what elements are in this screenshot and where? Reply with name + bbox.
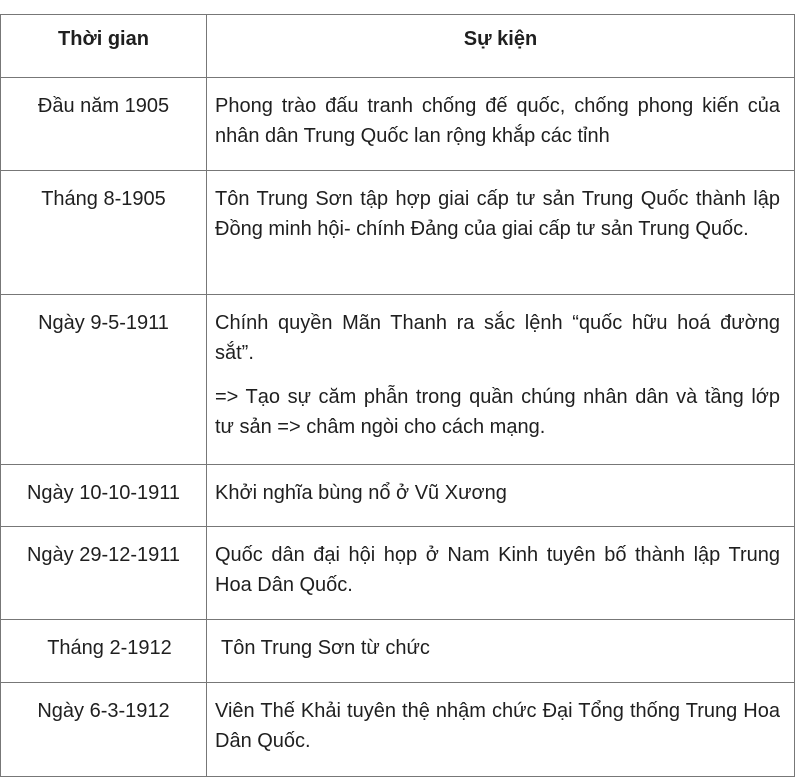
event-cell xyxy=(207,465,795,527)
table-row xyxy=(1,295,795,465)
event-cell xyxy=(207,527,795,620)
header-event: Sự kiện xyxy=(207,15,795,78)
table-row xyxy=(1,620,795,683)
table-row xyxy=(1,78,795,171)
event-text: Tôn Trung Sơn từ chức xyxy=(221,637,430,659)
time-cell: Ngày 10-10-1911 xyxy=(1,465,207,527)
event-cell xyxy=(207,683,795,777)
time-cell: Ngày 6-3-1912 xyxy=(1,683,207,777)
event-text: Viên Thế Khải tuyên thệ nhậm chức Đại Tổng thống Trung Hoa Dân Quốc. xyxy=(215,700,780,752)
time-cell: Ngày 29-12-1911 xyxy=(1,527,207,620)
table-row xyxy=(1,527,795,620)
event-cell xyxy=(207,171,795,295)
time-cell: Đầu năm 1905 xyxy=(1,78,207,171)
table-row xyxy=(1,683,795,777)
header-time: Thời gian xyxy=(1,15,207,78)
event-cell xyxy=(207,295,795,465)
time-cell: Ngày 9-5-1911 xyxy=(1,295,207,465)
event-text: Quốc dân đại hội họp ở Nam Kinh tuyên bố thành lập Trung Hoa Dân Quốc. xyxy=(215,544,780,596)
time-cell: Tháng 8-1905 xyxy=(1,171,207,295)
timeline-table xyxy=(0,14,795,777)
event-text: Khởi nghĩa bùng nổ ở Vũ Xương xyxy=(215,482,507,504)
event-text: Tôn Trung Sơn tập hợp giai cấp tư sản Trung Quốc thành lập Đồng minh hội- chính Đảng của giai cấp tư sản Trung Quốc. xyxy=(215,188,780,240)
event-text: Chính quyền Mãn Thanh ra sắc lệnh “quốc hữu hoá đường sắt”. xyxy=(215,312,780,364)
table-row xyxy=(1,171,795,295)
event-cell xyxy=(207,620,795,683)
table-row xyxy=(1,465,795,527)
event-cell xyxy=(207,78,795,171)
table-header-row xyxy=(1,15,795,78)
event-text: Phong trào đấu tranh chống đế quốc, chống phong kiến của nhân dân Trung Quốc lan rộng khắp các tỉnh xyxy=(215,95,780,147)
timeline-table-container xyxy=(0,14,794,777)
time-cell: Tháng 2-1912 xyxy=(1,620,207,683)
event-text: => Tạo sự căm phẫn trong quần chúng nhân dân và tầng lớp tư sản => châm ngòi cho cách mạng. xyxy=(215,386,780,438)
